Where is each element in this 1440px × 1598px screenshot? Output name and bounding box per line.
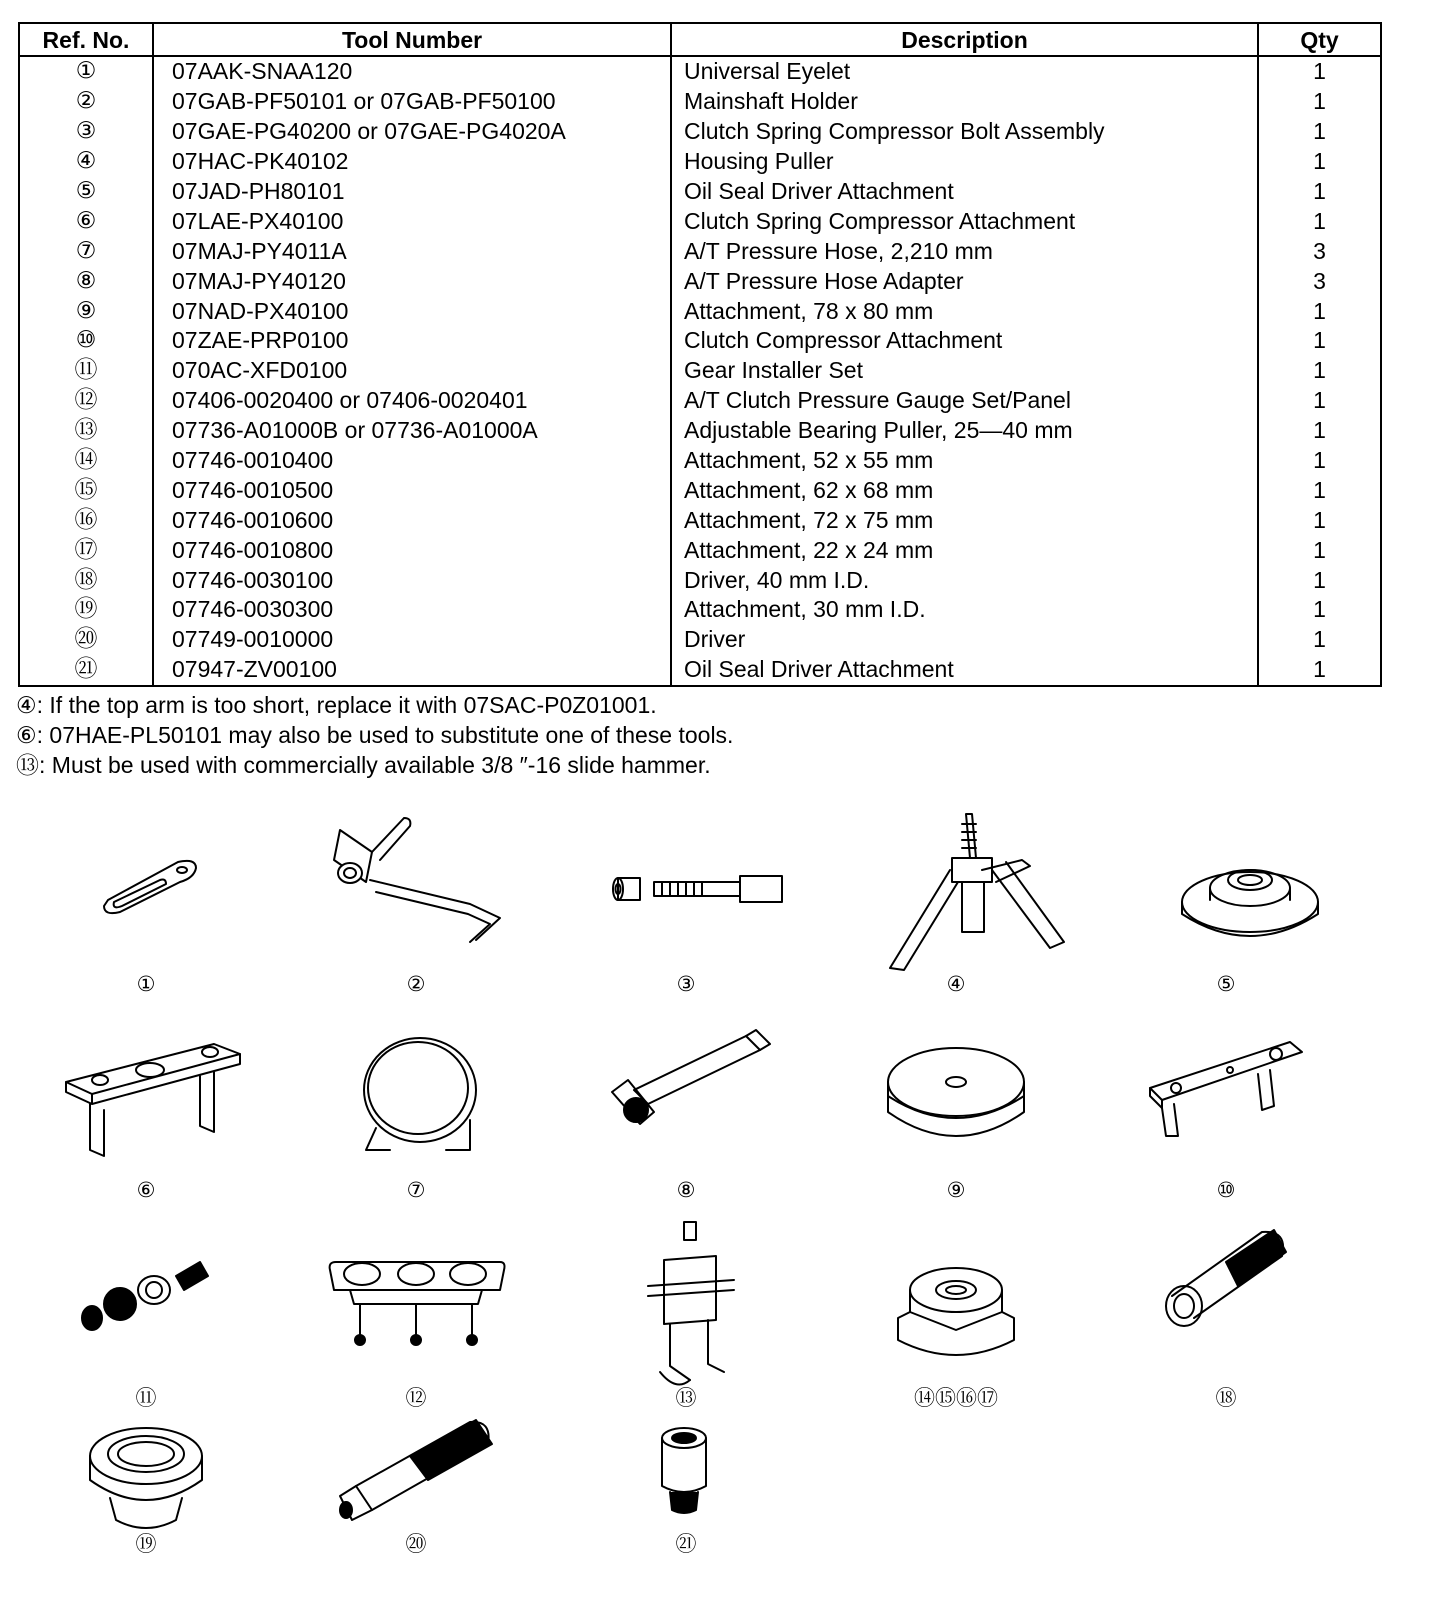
description-cell: Driver, 40 mm I.D. [671, 565, 1258, 595]
description-cell: A/T Pressure Hose Adapter [671, 266, 1258, 296]
qty-cell: 1 [1313, 506, 1326, 533]
qty-cell: 1 [1313, 148, 1326, 175]
tool-number-cell: 070AC-XFD0100 [153, 356, 671, 386]
illustration-label: ⑩ [1216, 1178, 1236, 1202]
ref-no-cell: ⑬ [19, 416, 153, 446]
qty-cell: 1 [1313, 417, 1326, 444]
tool-number-cell: 07746-0030300 [153, 595, 671, 625]
driver-illustration [340, 1420, 492, 1520]
tool-number-cell: 07746-0010800 [153, 535, 671, 565]
tool-number-cell: 07406-0020400 or 07406-0020401 [153, 386, 671, 416]
attachment-52-to-24-illustration [898, 1268, 1014, 1355]
ref-no-cell: ⑦ [19, 236, 153, 266]
qty-cell: 1 [1313, 476, 1326, 503]
ref-no-cell: ⑭ [19, 446, 153, 476]
illustration-label: ⑧ [676, 1178, 696, 1202]
pressure-hose-illustration [364, 1038, 476, 1150]
ref-no-cell: ⑥ [19, 206, 153, 236]
qty-cell: 1 [1313, 596, 1326, 623]
ref-no-cell: ① [19, 56, 153, 87]
tool-number-cell: 07736-A01000B or 07736-A01000A [153, 416, 671, 446]
qty-cell: 1 [1313, 656, 1326, 683]
clutch-compressor-attachment-illustration [1150, 1042, 1302, 1136]
ref-no-cell: ⑳ [19, 625, 153, 655]
qty-cell: 3 [1313, 237, 1326, 264]
tool-number-cell: 07MAJ-PY4011A [153, 236, 671, 266]
illustration-label: ⑫ [405, 1386, 427, 1410]
description-cell: Gear Installer Set [671, 356, 1258, 386]
ref-no-cell: ⑧ [19, 266, 153, 296]
clutch-spring-compressor-attachment-illustration [66, 1044, 240, 1156]
illustration-label: ① [136, 972, 156, 996]
attachment-78x80-illustration [888, 1048, 1024, 1136]
pressure-gauge-set-illustration [330, 1262, 505, 1345]
qty-cell: 1 [1313, 297, 1326, 324]
universal-eyelet-illustration [104, 861, 196, 913]
tool-number-cell: 07749-0010000 [153, 625, 671, 655]
tool-number-cell: 07JAD-PH80101 [153, 177, 671, 207]
description-cell: Attachment, 72 x 75 mm [671, 505, 1258, 535]
ref-no-cell: ③ [19, 117, 153, 147]
tool-number-cell: 07HAC-PK40102 [153, 147, 671, 177]
mainshaft-holder-illustration [334, 818, 500, 942]
tool-number-cell: 07746-0010400 [153, 446, 671, 476]
description-cell: A/T Clutch Pressure Gauge Set/Panel [671, 386, 1258, 416]
illustration-label: ⑦ [406, 1178, 426, 1202]
ref-no-cell: ④ [19, 147, 153, 177]
ref-no-cell: ② [19, 87, 153, 117]
ref-no-cell: ⑱ [19, 565, 153, 595]
tool-number-cell: 07AAK-SNAA120 [153, 56, 671, 87]
description-cell: Attachment, 22 x 24 mm [671, 535, 1258, 565]
description-cell: Clutch Spring Compressor Bolt Assembly [671, 117, 1258, 147]
description-cell: Mainshaft Holder [671, 87, 1258, 117]
illustration-label: ② [406, 972, 426, 996]
ref-no-cell: ⑫ [19, 386, 153, 416]
illustration-label: ⑪ [135, 1386, 157, 1410]
ref-no-cell: ⑯ [19, 505, 153, 535]
header-description: Description [671, 23, 1258, 56]
bolt-assembly-illustration [613, 876, 782, 902]
qty-cell: 1 [1313, 626, 1326, 653]
bearing-puller-illustration [648, 1222, 734, 1385]
header-tool-number: Tool Number [153, 23, 671, 56]
description-cell: Oil Seal Driver Attachment [671, 655, 1258, 686]
qty-cell: 1 [1313, 207, 1326, 234]
qty-cell: 1 [1313, 118, 1326, 145]
qty-cell: 1 [1313, 387, 1326, 414]
description-cell: Clutch Spring Compressor Attachment [671, 206, 1258, 236]
qty-cell: 1 [1313, 178, 1326, 204]
qty-cell: 1 [1313, 447, 1326, 474]
header-qty: Qty [1258, 23, 1381, 56]
tool-number-cell: 07947-ZV00100 [153, 655, 671, 686]
illustration-label: ⑭⑮⑯⑰ [914, 1386, 998, 1410]
driver-40mm-illustration [1166, 1230, 1286, 1326]
description-cell: Clutch Compressor Attachment [671, 326, 1258, 356]
description-cell: Universal Eyelet [671, 56, 1258, 87]
qty-cell: 3 [1313, 267, 1326, 294]
ref-no-cell: ⑤ [19, 177, 153, 207]
illustration-label: ④ [946, 972, 966, 996]
housing-puller-illustration [890, 814, 1064, 970]
description-cell: Attachment, 30 mm I.D. [671, 595, 1258, 625]
hose-adapter-illustration [612, 1030, 770, 1124]
tool-number-cell: 07MAJ-PY40120 [153, 266, 671, 296]
description-cell: A/T Pressure Hose, 2,210 mm [671, 236, 1258, 266]
illustration-label: ⑬ [675, 1386, 697, 1410]
description-cell: Attachment, 52 x 55 mm [671, 446, 1258, 476]
description-cell: Adjustable Bearing Puller, 25—40 mm [671, 416, 1258, 446]
footnote: ⑬: Must be used with commercially available 3/8 ″-16 slide hammer. [16, 752, 711, 778]
tool-number-cell: 07746-0010600 [153, 505, 671, 535]
qty-cell: 1 [1313, 536, 1326, 563]
tool-number-cell: 07GAB-PF50101 or 07GAB-PF50100 [153, 87, 671, 117]
gear-installer-set-illustration [82, 1262, 208, 1330]
footnote: ④: If the top arm is too short, replace it with 07SAC-P0Z01001. [16, 692, 657, 718]
ref-no-cell: ⑮ [19, 475, 153, 505]
tool-number-cell: 07NAD-PX40100 [153, 296, 671, 326]
description-cell: Attachment, 78 x 80 mm [671, 296, 1258, 326]
ref-no-cell: ⑪ [19, 356, 153, 386]
tool-number-cell: 07ZAE-PRP0100 [153, 326, 671, 356]
illustration-label: ③ [676, 972, 696, 996]
illustration-label: ⑳ [405, 1532, 427, 1556]
illustration-label: ⑲ [135, 1532, 157, 1556]
illustration-label: ⑤ [1216, 972, 1236, 996]
oil-seal-driver-attachment-21-illustration [662, 1428, 706, 1513]
qty-cell: 1 [1313, 88, 1326, 115]
description-cell: Attachment, 62 x 68 mm [671, 475, 1258, 505]
ref-no-cell: ⑩ [19, 326, 153, 356]
footnote: ⑥: 07HAE-PL50101 may also be used to substitute one of these tools. [16, 722, 734, 748]
ref-no-cell: ⑲ [19, 595, 153, 625]
description-cell: Driver [671, 625, 1258, 655]
tool-number-cell: 07746-0010500 [153, 475, 671, 505]
tool-number-cell: 07746-0030100 [153, 565, 671, 595]
ref-no-cell: ⑨ [19, 296, 153, 326]
illustration-label: ⑱ [1215, 1386, 1237, 1410]
qty-cell: 1 [1313, 357, 1326, 384]
qty-cell: 1 [1313, 327, 1326, 354]
tool-number-cell: 07LAE-PX40100 [153, 206, 671, 236]
attachment-30mm-illustration [90, 1428, 202, 1528]
illustration-label: ㉑ [675, 1532, 697, 1556]
header-ref-no: Ref. No. [19, 23, 153, 56]
ref-no-cell: ㉑ [19, 655, 153, 686]
tool-number-cell: 07GAE-PG40200 or 07GAE-PG4020A [153, 117, 671, 147]
illustration-label: ⑨ [946, 1178, 966, 1202]
oil-seal-driver-attachment-illustration [1182, 870, 1318, 936]
ref-no-cell: ⑰ [19, 535, 153, 565]
qty-cell: 1 [1313, 566, 1326, 593]
qty-cell: 1 [1313, 58, 1326, 85]
description-cell: Housing Puller [671, 147, 1258, 177]
illustration-label: ⑥ [136, 1178, 156, 1202]
description-cell: Oil Seal Driver Attachment [671, 177, 1258, 207]
